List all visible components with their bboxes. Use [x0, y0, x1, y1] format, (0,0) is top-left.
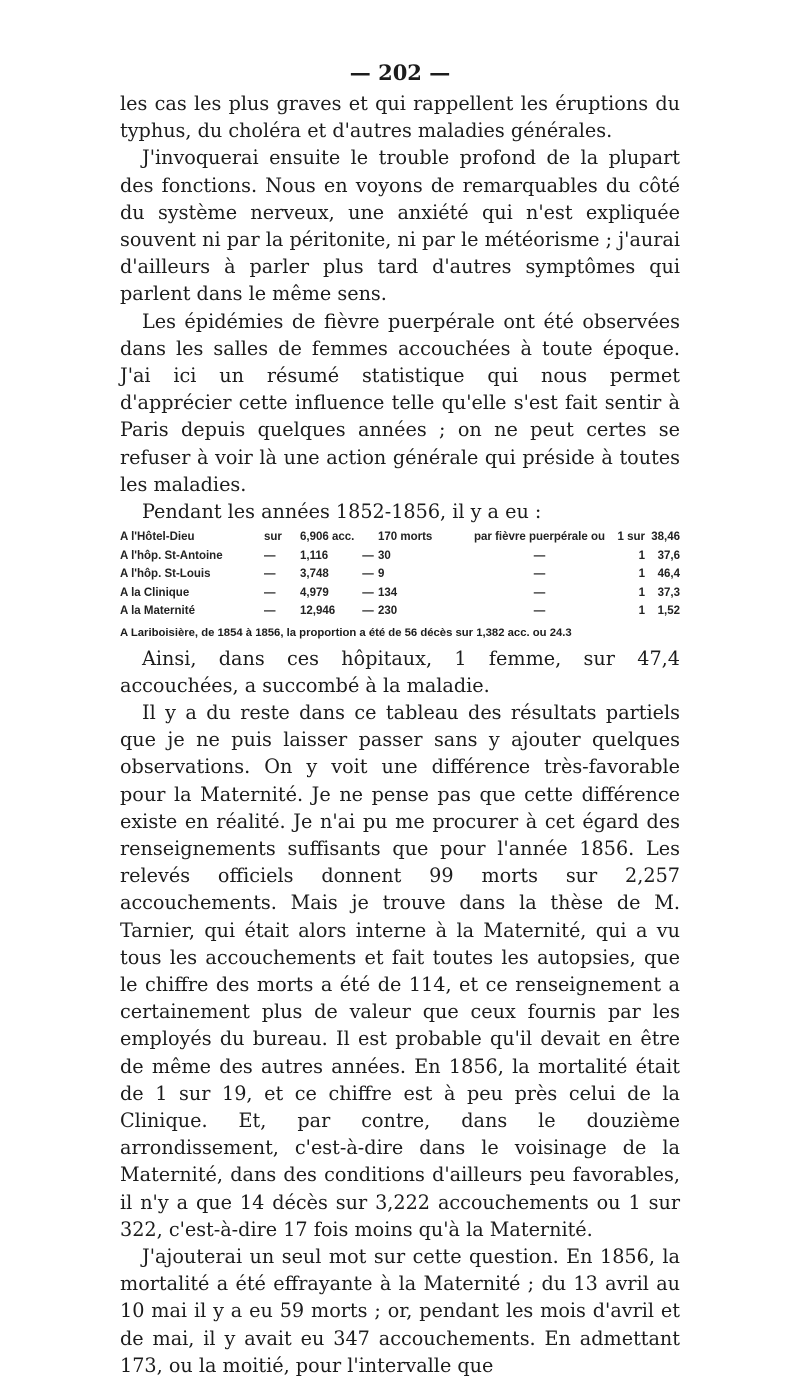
table-cell-accouchements: 12,946: [300, 605, 336, 618]
table-cell-one: 1: [638, 549, 646, 562]
table-cell-one: 1: [638, 586, 646, 599]
table-row: [120, 602, 680, 621]
table-cell-sur: —: [264, 568, 276, 581]
table-cell-ratio: 1,52: [657, 605, 680, 618]
table-cell-dash2: —: [533, 586, 546, 599]
paragraph-fonctions: J'invoquerai ensuite le trouble profond de la plupart des fonctions. Nous en voyons de remarquables du côté du système nerveux, une anxiété qui n'est expliquée souvent ni par la péritonite, ni par le météorisme ; j'aurai d'ailleurs à parler plus tard d'autres symptômes qui parlent dans le même sens.: [120, 146, 680, 306]
table-intro: Pendant les années 1852-1856, il y a eu :: [142, 500, 542, 524]
table-cell-one: 1 sur: [617, 531, 646, 544]
table-cell-dash1: [358, 528, 378, 547]
table-cell-place: A l'hôp. St-Louis: [120, 568, 211, 581]
document-page: [120, 58, 680, 1379]
table-cell-place: A l'hôp. St-Antoine: [120, 549, 223, 562]
table-cell-deaths: 134: [378, 586, 398, 599]
paragraph-ajouterai: J'ajouterai un seul mot sur cette question. En 1856, la mortalité a été effrayante à la Maternité ; du 13 avril au 10 mai il y a eu 59 morts ; or, pendant les mois d'avril et de mai, il y avait eu 347 accouchements. En admettant 173, ou la moitié, pour l'intervalle que: [120, 1245, 680, 1377]
table-cell-sur: —: [264, 549, 276, 562]
table-cell-ratio: 37,6: [657, 549, 680, 562]
table-cell-place: A l'Hôtel-Dieu: [120, 531, 195, 544]
table-row: [120, 584, 680, 603]
table-cell-place: A la Clinique: [120, 586, 190, 599]
table-row: [120, 528, 680, 547]
table-cell-deaths: 9: [378, 568, 385, 581]
table-cell-ratio: 46,4: [657, 568, 680, 581]
table-cell-sur: —: [264, 586, 276, 599]
table-footnote: A Lariboisière, de 1854 à 1856, la proportion a été de 56 décès sur 1,382 acc. ou 24.3: [120, 626, 572, 639]
paragraph-epidemies: Les épidémies de fièvre puerpérale ont été observées dans les salles de femmes accouchées à toute époque. J'ai ici un résumé statistique qui nous permet d'apprécier cette influence telle qu'elle s'est fait sentir à Paris depuis quelques années ; on ne peut certes se refuser à voir là une action générale qui préside à toutes les maladies.: [120, 309, 680, 496]
table-cell-deaths: 30: [378, 549, 391, 562]
paragraph-observations: Il y a du reste dans ce tableau des résultats partiels que je ne puis laisser passer sans y ajouter quelques observations. On y voit une différence très-favorable pour la Maternité. Je ne pense pas que cette différence existe en réalité. Je n'ai pu me procurer à cet égard des renseignements suffisants que pour l'année 1856. Les relevés officiels donnent 99 morts sur 2,257 accouchements. Mais je trouve dans la thèse de M. Tarnier, qui était alors interne à la Maternité, qui a vu tous les accouchements et fait toutes les autopsies, que le chiffre des morts a été de 114, et ce renseignement a certainement plus de valeur que ceux fournis par les employés du bureau. Il est probable qu'il devait en être de même des autres années. En 1856, la mortalité était de 1 sur 19, et ce chiffre est à peu près celui de la Clinique. Et, par contre, dans le douzième arrondissement, c'est-à-dire dans le voisinage de la Maternité, dans des conditions d'ailleurs peu favorables, il n'y a que 14 décès sur 3,222 accouchements ou 1 sur 322, c'est-à-dire 17 fois moins qu'à la Maternité.: [120, 700, 680, 1241]
table-cell-accouchements: 1,116: [300, 549, 329, 562]
hospital-statistics-table: [120, 528, 680, 621]
table-cell-dash1: —: [362, 568, 374, 581]
table-cell-dash2: —: [533, 549, 546, 562]
table-cell-deaths: 170 morts: [378, 531, 433, 544]
table-cell-dash1: —: [362, 586, 374, 599]
table-cell-dash1: —: [362, 549, 374, 562]
table-cell-ratio: 37,3: [657, 586, 680, 599]
table-cell-sur: sur: [264, 531, 282, 544]
table-cell-dash1: —: [362, 605, 374, 618]
table-cell-deaths: 230: [378, 605, 398, 618]
table-cell-dash2: —: [533, 605, 546, 618]
table-cell-ratio: 38,46: [651, 531, 680, 544]
paragraph-continuation: les cas les plus graves et qui rappellent les éruptions du typhus, du choléra et d'autres maladies générales.: [120, 92, 680, 143]
table-row: [120, 565, 680, 584]
table-cell-dash2: par fièvre puerpérale ou: [474, 531, 606, 544]
table-cell-place: A la Maternité: [120, 605, 195, 618]
paragraph-ainsi: Ainsi, dans ces hôpitaux, 1 femme, sur 47,4 accouchées, a succombé à la maladie.: [120, 646, 680, 697]
table-cell-accouchements: 3,748: [300, 568, 329, 581]
table-cell-one: 1: [638, 568, 646, 581]
page-number: — 202 —: [349, 60, 451, 85]
table-cell-sur: —: [264, 605, 276, 618]
table-cell-accouchements: 6,906 acc.: [300, 531, 355, 544]
table-cell-one: 1: [638, 605, 646, 618]
table-cell-dash2: —: [533, 568, 546, 581]
table-cell-accouchements: 4,979: [300, 586, 329, 599]
table-row: [120, 547, 680, 566]
